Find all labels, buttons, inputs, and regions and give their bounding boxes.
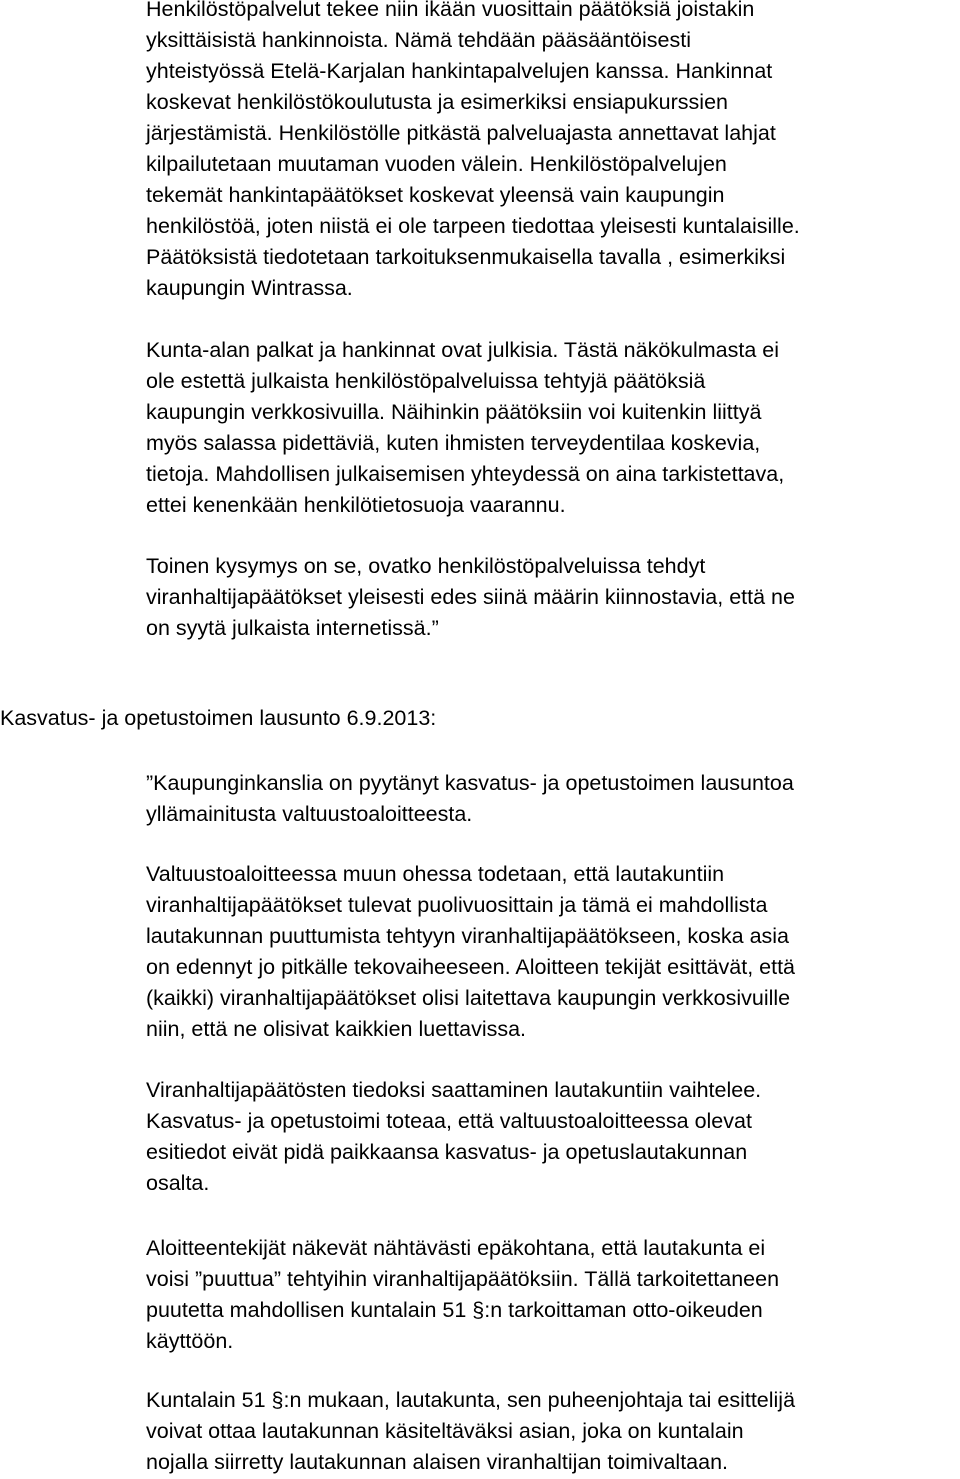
text-line: on edennyt jo pitkälle tekovaiheeseen. Aloitteen tekijät esittävät, että <box>146 955 796 979</box>
text-line: ole estettä julkaista henkilöstöpalveluissa tehtyjä päätöksiä <box>146 369 706 393</box>
text-line: niin, että ne olisivat kaikkien luettavissa. <box>146 1017 527 1041</box>
text-line: Päätöksistä tiedotetaan tarkoituksenmukaisella tavalla , esimerkiksi <box>146 245 786 269</box>
text-line: Valtuustoaloitteessa muun ohessa todetaan, että lautakuntiin <box>146 862 725 886</box>
text-line: käyttöön. <box>146 1329 234 1353</box>
text-line: järjestämistä. Henkilöstölle pitkästä palveluajasta annettavat lahjat <box>146 121 776 145</box>
text-line: Kuntalain 51 §:n mukaan, lautakunta, sen puheenjohtaja tai esittelijä <box>146 1388 796 1412</box>
text-line: Viranhaltijapäätösten tiedoksi saattaminen lautakuntiin vaihtelee. <box>146 1078 762 1102</box>
text-line: viranhaltijapäätökset yleisesti edes siinä määrin kiinnostavia, että ne <box>146 585 795 609</box>
text-line: osalta. <box>146 1171 210 1195</box>
text-line: voivat ottaa lautakunnan käsiteltäväksi asian, joka on kuntalain <box>146 1419 744 1443</box>
text-line: puutetta mahdollisen kuntalain 51 §:n tarkoittaman otto-oikeuden <box>146 1298 763 1322</box>
text-line: kaupungin verkkosivuilla. Näihinkin päätöksiin voi kuitenkin liittyä <box>146 400 762 424</box>
text-line: koskevat henkilöstökoulutusta ja esimerkiksi ensiapukurssien <box>146 90 728 114</box>
text-line: on syytä julkaista internetissä.” <box>146 616 439 640</box>
text-line: yllämainitusta valtuustoaloitteesta. <box>146 802 473 826</box>
text-line: henkilöstöä, joten niistä ei ole tarpeen tiedottaa yleisesti kuntalaisille. <box>146 214 800 238</box>
text-line: nojalla siirretty lautakunnan alaisen viranhaltijan toimivaltaan. <box>146 1450 729 1474</box>
paragraph-procurement-decisions <box>146 0 946 304</box>
text-line: tietoja. Mahdollisen julkaisemisen yhteydessä on aina tarkistettava, <box>146 462 785 486</box>
paragraph-public-salaries <box>146 335 946 521</box>
paragraph-council-initiative <box>146 859 946 1045</box>
text-line: Henkilöstöpalvelut tekee niin ikään vuosittain päätöksiä joistakin <box>146 0 755 21</box>
text-line: ettei kenenkään henkilötietosuoja vaarannu. <box>146 493 566 517</box>
text-line: tekemät hankintapäätökset koskevat yleensä vain kaupungin <box>146 183 725 207</box>
paragraph-notification-practice <box>146 1075 946 1199</box>
text-line: esitiedot eivät pidä paikkaansa kasvatus- ja opetuslautakunnan <box>146 1140 748 1164</box>
text-line: voisi ”puuttua” tehtyihin viranhaltijapäätöksiin. Tällä tarkoitettaneen <box>146 1267 780 1291</box>
text-line: ”Kaupunginkanslia on pyytänyt kasvatus- ja opetustoimen lausuntoa <box>146 771 794 795</box>
text-line: (kaikki) viranhaltijapäätökset olisi laitettava kaupungin verkkosivuille <box>146 986 791 1010</box>
text-line: yksittäisistä hankinnoista. Nämä tehdään pääsääntöisesti <box>146 28 691 52</box>
text-line: myös salassa pidettäviä, kuten ihmisten terveydentilaa koskevia, <box>146 431 761 455</box>
text-line: Kasvatus- ja opetustoimi toteaa, että valtuustoaloitteessa olevat <box>146 1109 752 1133</box>
paragraph-initiators-view <box>146 1233 946 1357</box>
paragraph-statement-request <box>146 768 946 830</box>
text-line: viranhaltijapäätökset tulevat puolivuosittain ja tämä ei mahdollista <box>146 893 768 917</box>
text-line: lautakunnan puuttumista tehtyyn viranhaltijapäätökseen, koska asia <box>146 924 790 948</box>
paragraph-municipal-act <box>146 1385 946 1478</box>
section-heading: Kasvatus- ja opetustoimen lausunto 6.9.2013: <box>0 706 437 730</box>
text-line: Toinen kysymys on se, ovatko henkilöstöpalveluissa tehdyt <box>146 554 706 578</box>
text-line: Kunta-alan palkat ja hankinnat ovat julkisia. Tästä näkökulmasta ei <box>146 338 780 362</box>
paragraph-second-question <box>146 551 946 644</box>
text-line: yhteistyössä Etelä-Karjalan hankintapalvelujen kanssa. Hankinnat <box>146 59 773 83</box>
text-line: kaupungin Wintrassa. <box>146 276 353 300</box>
text-line: Aloitteentekijät näkevät nähtävästi epäkohtana, että lautakunta ei <box>146 1236 766 1260</box>
text-line: kilpailutetaan muutaman vuoden välein. Henkilöstöpalvelujen <box>146 152 727 176</box>
